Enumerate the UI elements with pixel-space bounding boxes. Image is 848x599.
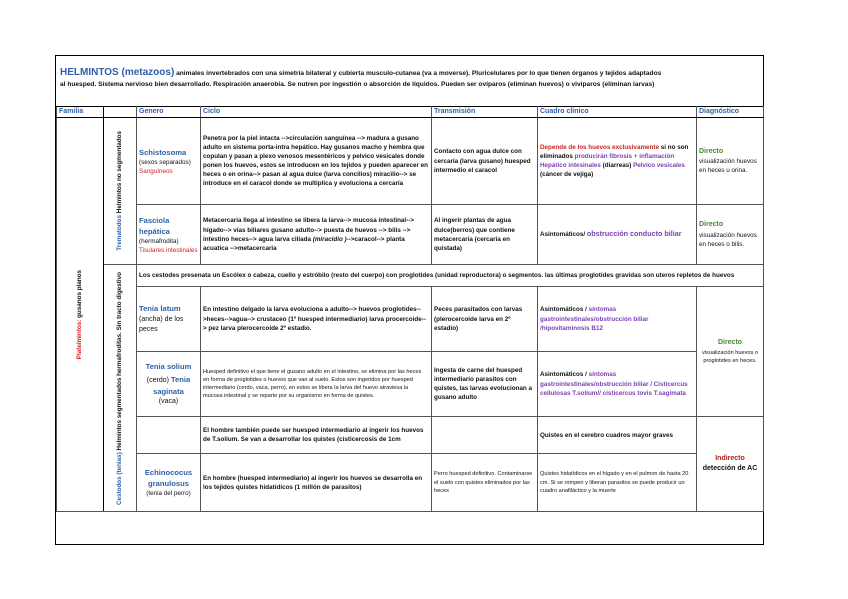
ciclo-fasciola — [201, 205, 432, 265]
ciclo-echinococcus: En hombre (huesped intermediario) al ingerir los huevos se desarrolla en los tejidos quistes hidatídicos (1 millón de parasitos) — [201, 454, 432, 512]
clinico-schistosoma-1: si no son eliminados — [540, 143, 689, 161]
transmision-tenia-latum: Peces parasitados con larvas (plerocercoide larva en 2º estadio) — [432, 287, 538, 352]
clinico-tenia-solium-1: Asintomáticos / — [540, 371, 589, 379]
clinico-schistosoma — [538, 118, 697, 205]
cestodos-intro: Los cestodes presenata un Escólex o cabeza, cuello y estróbilo (resto del cuerpo) con proglotides (unidad reproductora) o segmentos. las últimas proglotides gravidas son uteros repletos de huevos — [137, 265, 764, 287]
col-diagnostico: Diagnóstico — [697, 107, 764, 118]
ciclo-tenia-solium: Huesped definitivo el que tiene el gusano adulto en el intestino, se elimina por las heces en forma de proglotides o huevos que van al suelo. Estos son ingeridos por huesped intermediario (cerdo, vaca, perro), en estos se libera la larva del huevo atraviesa la mucosa intestinal y se reparte por su organismo en forma de quistes. — [201, 352, 432, 417]
diag-fasciola — [697, 205, 764, 265]
column-header-row — [57, 107, 764, 118]
clinico-solium-humano: Quistes en el cerebro cuadros mayor graves — [538, 417, 697, 454]
fasciola-tissue: Tisulares intestinales — [139, 246, 198, 254]
transmision-solium-humano — [432, 417, 538, 454]
document-header — [56, 56, 763, 106]
trematodos-desc: Helmintos no segmentados — [116, 131, 124, 216]
clinico-fasciola — [538, 205, 697, 265]
schistosoma-sub: (sexos separados) — [139, 158, 191, 166]
transmision-tenia-solium: Ingesta de carne del huesped intermediario parasitos con quistes, las larvas evolucionan a gusano adulto — [432, 352, 538, 417]
diag-schistosoma — [697, 118, 764, 205]
genero-tenia-solium — [137, 352, 201, 417]
clinico-schistosoma-3: (cáncer de vejiga) — [540, 171, 594, 179]
diag-directo-text: visualización huevos o proglotides en heces. — [702, 349, 758, 364]
col-transmision: Transmisión — [432, 107, 538, 118]
transmision-fasciola: Al ingerir plantas de agua dulce(berros) que contiene metacercaría (cercaria en quistada) — [432, 205, 538, 265]
ciclo-solium-humano: El hombre también puede ser huesped intermediario al ingerir los huevos de T.solium. Se van a desarrollar los quistes (cisticercosis de 1cm — [201, 417, 432, 454]
trematodos-label: Trematodos — [116, 215, 124, 251]
transmision-schistosoma: Contacto con agua dulce con cercaría (larva gusano) huesped intermedio el caracol — [432, 118, 538, 205]
document-title: HELMINTOS (metazoos) — [60, 67, 175, 78]
family-cell — [57, 118, 104, 512]
tenia-solium-sub: (vaca) — [158, 397, 179, 405]
trematodos-cell — [104, 118, 137, 265]
diag-cestodos-indirecto — [697, 417, 764, 512]
diag-cestodos-directo — [697, 287, 764, 417]
clinico-schistosoma-p2: Hepático intesinales — [540, 162, 601, 170]
schistosoma-tissue: Sanguíneos — [139, 167, 173, 175]
col-ciclo: Ciclo — [201, 107, 432, 118]
genero-tenia-latum — [137, 287, 201, 352]
table-row — [57, 454, 764, 512]
family-desc: gusanos planos — [76, 270, 84, 320]
diag-schistosoma-title: Directo — [699, 147, 724, 155]
schistosoma-name: Schistosoma — [139, 147, 187, 157]
table-row — [57, 352, 764, 417]
fasciola-cycle-2: (miracidio ) — [312, 235, 347, 243]
transmision-echinococcus: Perro huesped definitivo. Contaminarse el suelo con quistes eliminados por las heces — [432, 454, 538, 512]
clinico-schistosoma-2: (diarreas) — [600, 162, 634, 170]
clinico-fasciola-1: Asintomáticos/ — [540, 231, 587, 239]
table-row — [57, 118, 764, 205]
diag-indirecto-title: Indirecto — [715, 455, 745, 462]
fasciola-cycle-1: Metacercaria llega al intestino se libera la larva--> mucosa intestinal--> hígado--> vías biliares gusano adulto--> puesta de huevos --> bilis --> intestino heces--> agua larva ciliada — [203, 217, 415, 243]
diag-fasciola-text: visualización huevos en heces o bilis. — [699, 231, 757, 248]
clinico-tenia-solium — [538, 352, 697, 417]
table-row — [57, 205, 764, 265]
col-familia: Familia — [57, 107, 104, 118]
tenia-solium-name-1: Tenia solium — [145, 362, 192, 372]
echinococcus-sub: (tenia del perro) — [146, 490, 191, 498]
fasciola-cycle-3: -->caracol--> planta acuatica -->metacercaria — [203, 235, 405, 252]
clinico-tenia-solium-2: síntomas gastrointestinales/obstrucción biliar / Cisticercus cellulosas T.solium// cisticercus tovis T.sagimata — [540, 371, 688, 397]
genero-fasciola — [137, 205, 201, 265]
fasciola-sub: (hermafrodita) — [139, 237, 179, 245]
diag-schistosoma-text: visualización huevos en heces u orina. — [699, 158, 757, 175]
cestodos-label: Cestodos (tenias) — [116, 451, 124, 505]
clinico-tenia-latum-2: síntomas gastrointestinales/obstrucción biliar /hipovitaminosis B12 — [540, 306, 649, 332]
tenia-latum-name: Tenia latum — [139, 304, 181, 314]
clinico-tenia-latum — [538, 287, 697, 352]
clinico-echinococcus: Quistes hidatídicos en el hígado y en el pulmon de hasta 20 cm. Si se rompen y liberan parasitos se puede producir un cuadro anafiláctico y la muerte — [538, 454, 697, 512]
clinico-schistosoma-p1: producirán fibrosis + inflamación — [574, 153, 675, 161]
cestodos-cell — [104, 265, 137, 512]
document-sheet — [55, 55, 764, 545]
ciclo-schistosoma: Penetra por la piel intacta -->circulación sanguínea --> madura a gusano adulto en sistema porta-intra hepático. Hay gusanos macho y hembra que copulan y pasan a plexo venosos mesentéricos y pelvico vesicales donde ponen los huevos, estos se introducen en los tejidos y pueden aparecer en heces o en orina--> pasan al agua dulce (larva concilios) miracilio--> se introduce en el caracol donde se multiplica y evoluciona a cercaría — [201, 118, 432, 205]
diag-directo-title: Directo — [717, 339, 743, 347]
tenia-solium-name-3: Tenia saginata — [153, 374, 191, 396]
genero-schistosoma — [137, 118, 201, 205]
diag-fasciola-title: Directo — [699, 221, 724, 229]
table-row — [57, 287, 764, 352]
genero-empty — [137, 417, 201, 454]
clinico-fasciola-2: obstrucción conducto biliar — [586, 229, 682, 239]
clinico-schistosoma-red: Depende de los huevos exclusivamente — [540, 143, 659, 151]
intro-line-1: animales invertebrados con una simetría bilateral y cubierta musculo-cutanea (va a moverse). Pluricelulares por lo que tienen órganos y tejidos adaptados — [174, 70, 662, 77]
col-genero: Genero — [137, 107, 201, 118]
echinococcus-name: Echinococus granulosus — [144, 468, 193, 489]
cestodos-desc: Helmintos segmentados hermafroditas. Sin tracto digestivo — [116, 271, 124, 452]
ciclo-tenia-latum: En intestino delgado la larva evoluciona a adulto--> huevos proglotides-->heces-->agua--> crustaceo (1º huesped intermediario) larva procercoide--> pez larva plerocercoide 2º estadio. — [201, 287, 432, 352]
table-row — [57, 417, 764, 454]
family-name: Platelmintos: — [76, 319, 84, 360]
genero-echinococcus — [137, 454, 201, 512]
fasciola-name: Fasciola hepática — [139, 215, 170, 236]
clinico-schistosoma-p3: Pelvico vesicales — [633, 162, 685, 170]
clinico-tenia-latum-1: Asintomáticos / — [540, 306, 589, 314]
col-cuadro-clinico: Cuadro clínico — [538, 107, 697, 118]
helmintos-table — [56, 106, 764, 512]
table-row — [57, 265, 764, 287]
intro-line-2: al huesped. Sistema nervioso bien desarrollado. Respiración anaerobia. Se nutren por ingestión o absorción de líquidos. Pueden ser ovíparos (eliminan huevos) o vivíparos (eliminan larvas) — [60, 81, 655, 88]
tenia-latum-sub: (ancha) de los peces — [139, 315, 184, 333]
diag-indirecto-text: detección de AC — [702, 465, 758, 473]
tenia-solium-name-2: (cerdo) — [146, 376, 171, 384]
col-sub-empty — [104, 107, 137, 118]
